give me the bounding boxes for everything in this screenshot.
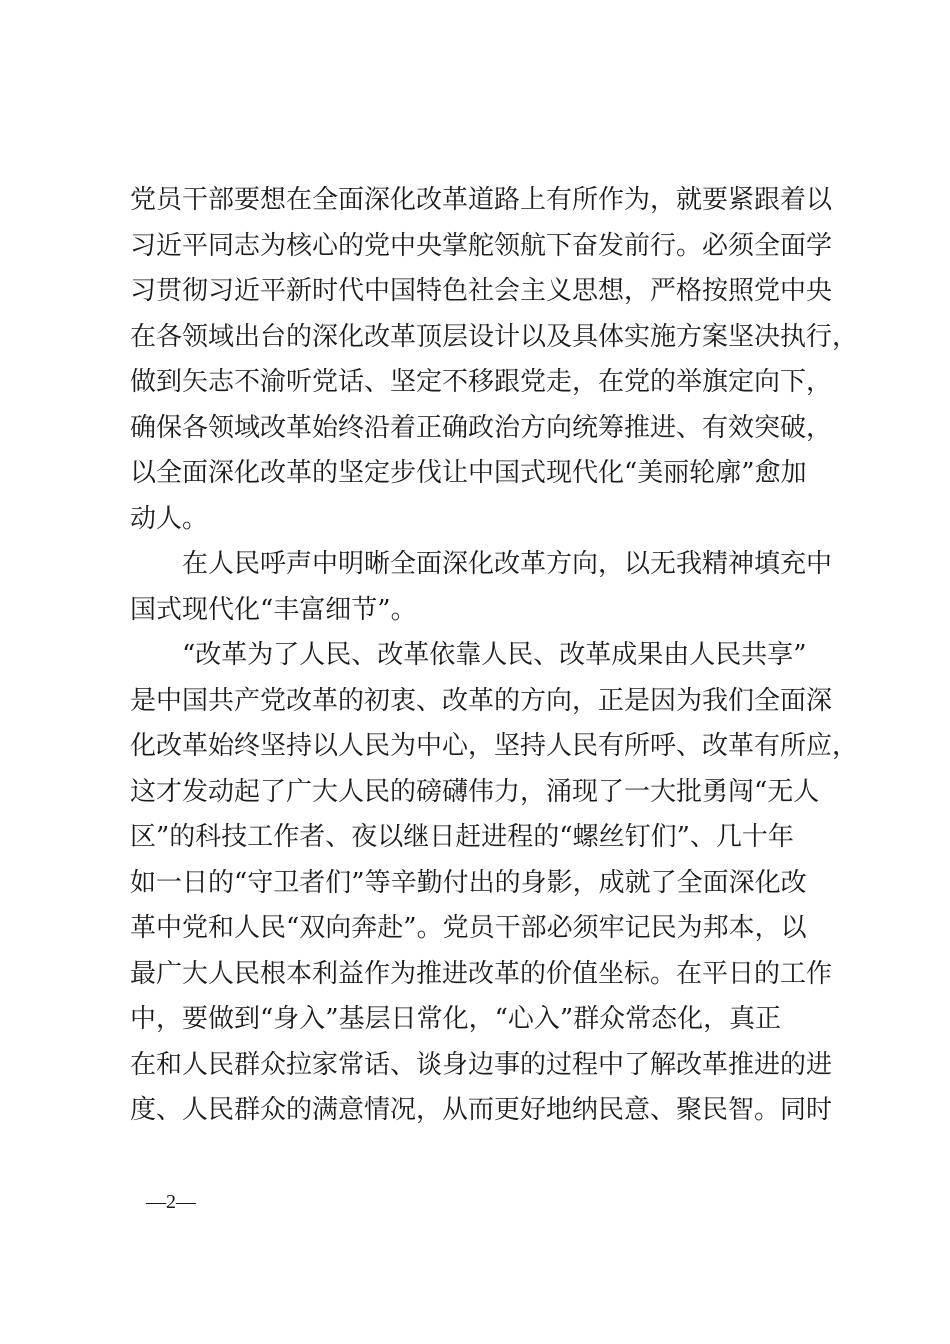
text-line: 习贯彻习近平新时代中国特色社会主义思想，严格按照党中央 bbox=[130, 276, 833, 306]
text-line: 如一日的“守卫者们”等辛勤付出的身影，成就了全面深化改 bbox=[130, 867, 807, 898]
text-line: 确保各领域改革始终沿着正确政治方向统筹推进、有效突破， bbox=[130, 412, 833, 443]
text-line: 做到矢志不渝听党话、坚定不移跟党走，在党的举旗定向下， bbox=[130, 367, 833, 397]
document-body bbox=[130, 178, 859, 1134]
text-line: 这才发动起了广大人民的磅礴伟力，涌现了一大批勇闯“无人 bbox=[130, 776, 820, 807]
text-line: 化改革始终坚持以人民为中心，坚持人民有所呼、改革有所应， bbox=[130, 731, 859, 761]
page-number: —2— bbox=[146, 1191, 196, 1213]
text-line: 最广大人民根本利益作为推进改革的价值坐标。在平日的工作 bbox=[130, 958, 833, 989]
text-line: 党员干部要想在全面深化改革道路上有所作为，就要紧跟着以 bbox=[130, 185, 833, 215]
text-line: 以全面深化改革的坚定步伐让中国式现代化“美丽轮廓”愈加 bbox=[130, 458, 807, 488]
text-line: 中，要做到“身入”基层日常化，“心入”群众常态化，真正 bbox=[130, 1004, 782, 1034]
paragraph-heading-line: 在人民呼声中明晰全面深化改革方向，以无我精神填充中 bbox=[130, 549, 833, 579]
text-line: 动人。 bbox=[130, 503, 209, 534]
paragraph-heading-line: 国式现代化“丰富细节”。 bbox=[130, 594, 417, 625]
text-line: 在各领域出台的深化改革顶层设计以及具体实施方案坚决执行， bbox=[130, 321, 859, 352]
text-line: 革中党和人民“双向奔赴”。党员干部必须牢记民为邦本，以 bbox=[130, 913, 807, 943]
text-line: 区”的科技工作者、夜以继日赶进程的“螺丝钉们”、几十年 bbox=[130, 822, 794, 852]
text-line: 是中国共产党改革的初衷、改革的方向，正是因为我们全面深 bbox=[130, 685, 833, 716]
text-line: 度、人民群众的满意情况，从而更好地纳民意、聚民智。同时 bbox=[130, 1095, 833, 1125]
text-line: 习近平同志为核心的党中央掌舵领航下奋发前行。必须全面学 bbox=[130, 230, 833, 261]
text-line: 在和人民群众拉家常话、谈身边事的过程中了解改革推进的进 bbox=[130, 1049, 833, 1080]
text-line: “改革为了人民、改革依靠人民、改革成果由人民共享” bbox=[130, 640, 807, 670]
